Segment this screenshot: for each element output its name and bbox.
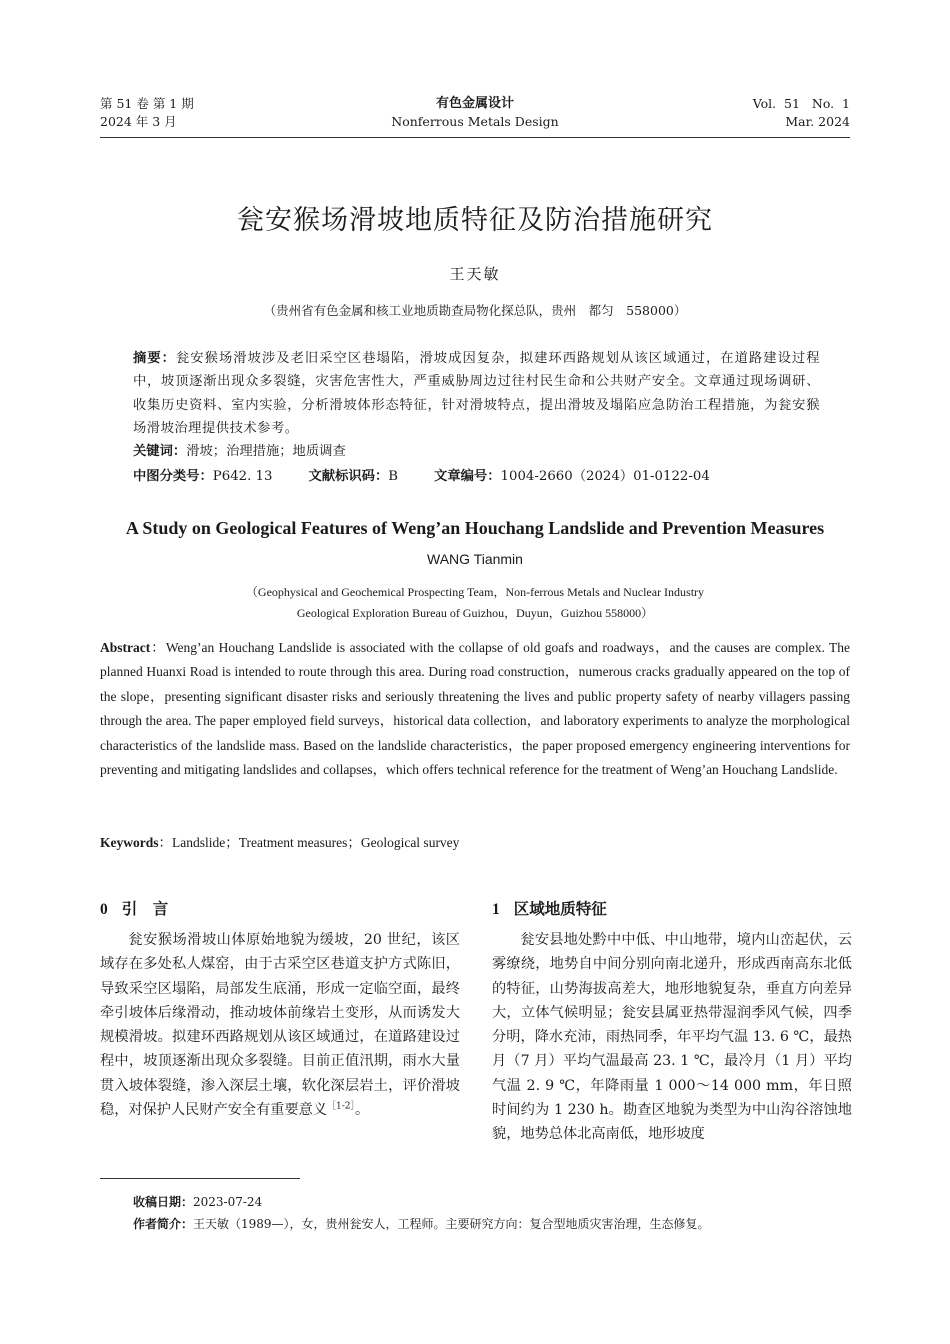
- keywords-en-sep: ：: [158, 835, 172, 850]
- abstract-cn-text: 瓮安猴场滑坡涉及老旧采空区巷塌陷，滑坡成因复杂，拟建环西路规划从该区域通过，在道路建设过程中，坡顶逐渐出现众多裂缝，灾害危害性大，严重威胁周边过往村民生命和公共财产安全。文章通过现场调研、收集历史资料、室内实验，分析滑坡体形态特征，针对滑坡特点，提出滑坡及塌陷应急防治工程措施，为瓮安猴场滑坡治理提供技术参考。: [133, 351, 821, 437]
- keywords-en-label: Keywords: [100, 835, 159, 850]
- section-0-paragraph: [100, 928, 460, 1122]
- keywords-cn-text: 滑坡；治理措施；地质调查: [186, 444, 346, 459]
- author-bio: [133, 1215, 710, 1232]
- keywords-cn: [133, 440, 346, 459]
- article-number-value: 1004-2660（2024）01-0122-04: [500, 469, 710, 484]
- publication-date-en: Mar. 2024: [785, 114, 850, 129]
- section-0-heading: [100, 897, 168, 919]
- journal-volume-info-en: [753, 95, 850, 131]
- keywords-en-text: Landslide；Treatment measures；Geological survey: [172, 835, 460, 850]
- section-0-text: 瓮安猴场滑坡山体原始地貌为缓坡，20 世纪，该区域存在多处私人煤窑，由于古采空区巷道支护方式陈旧，导致采空区塌陷，局部发生底涌，形成一定临空面，最终牵引坡体后缘滑动，推动坡体前缘岩土变形，从而诱发大规模滑坡。拟建环西路规划从该区域通过，在道路建设过程中，坡顶逐渐出现众多裂缝。目前正值汛期，雨水大量贯入坡体裂缝，渗入深层土壤，软化深层岩土，评价滑坡稳，对保护人民财产安全有重要意义: [100, 932, 460, 1119]
- section-0-number: 0: [100, 901, 108, 918]
- abstract-en-label: Abstract: [100, 640, 151, 655]
- doc-code-label: 文献标识码：: [308, 469, 389, 484]
- section-0-end: 。: [355, 1102, 370, 1119]
- paper-title-cn: 瓮安猴场滑坡地质特征及防治措施研究: [237, 205, 713, 236]
- abstract-cn-label: 摘要：: [133, 351, 176, 366]
- keywords-cn-label: 关键词：: [133, 444, 187, 459]
- clc-value: P642. 13: [212, 469, 273, 484]
- section-1-body: [492, 928, 852, 1147]
- citation-ref: ［1-2］: [327, 1101, 356, 1112]
- clc-label: 中图分类号：: [133, 469, 213, 484]
- affiliation-cn: （贵州省有色金属和核工业地质勘查局物化探总队，贵州 都匀 558000）: [263, 303, 687, 318]
- keywords-en: [100, 831, 459, 851]
- section-0-body: [100, 928, 460, 1122]
- journal-name-cn: 有色金属设计: [435, 96, 514, 111]
- classification-line: [133, 465, 833, 484]
- affiliation-en-line2: Geological Exploration Bureau of Guizhou，Duyun，Guizhou 558000）: [296, 606, 654, 620]
- author-cn: 王天敏: [449, 265, 501, 283]
- header-divider: [100, 137, 850, 138]
- section-1-paragraph: 瓮安县地处黔中中低、中山地带，境内山峦起伏，云雾缭绕，地势自中间分别向南北递升，形成西南高东北低的特征，山势海拔高差大，地形地貌复杂，垂直方向差异大，立体气候明显；瓮安县属亚热带湿润季风气候，四季分明，降水充沛，雨热同季，年平均气温 13. 6 ℃，最热月（7 月）平均气温最高 23. 1 ℃，最冷月（1 月）平均气温 2. 9 ℃，年降雨量 1 000～14 000 mm，年日照时间约为 1 230 h。勘查区地貌为类型为中山沟谷溶蚀地貌，地势总体北高南低，地形坡度: [492, 932, 852, 1143]
- received-date-label: 收稿日期：: [133, 1195, 194, 1209]
- abstract-en: [100, 636, 850, 782]
- paper-title-en: A Study on Geological Features of Weng’an Houchang Landslide and Prevention Measures: [125, 518, 825, 538]
- abstract-en-text: Weng’an Houchang Landslide is associated with the collapse of old goafs and roadways，and the causes are complex. The planned Huanxi Road is intended to route through this area. During road construction，numerous cracks gradually appeared on the top of the slope，presenting significant disaster risks and seriously threatening the lives and public property safety of nearby villagers passing through the area. The paper employed field surveys，historical data collection，and laboratory experiments to analyze the morphological characteristics of the landslide mass. Based on the landslide characteristics，the paper proposed emergency engineering interventions for preventing and mitigating landslides and collapses，which offers technical reference for the treatment of Weng’an Houchang Landslide.: [100, 640, 851, 778]
- volume-issue-en: Vol. 51 No. 1: [752, 96, 850, 111]
- footnote-divider: [100, 1178, 300, 1179]
- received-date-value: 2023-07-24: [193, 1195, 263, 1209]
- journal-name: [300, 95, 650, 131]
- author-bio-label: 作者简介：: [133, 1217, 194, 1231]
- section-0-title: 引 言: [121, 900, 169, 918]
- volume-issue: 第 51 卷 第 1 期: [100, 96, 194, 111]
- abstract-en-sep: ：: [150, 640, 166, 655]
- affiliation-en-line1: （Geophysical and Geochemical Prospecting Team，Non-ferrous Metals and Nuclear Industry: [245, 585, 705, 599]
- received-date: [133, 1193, 262, 1210]
- section-1-heading: [492, 897, 607, 919]
- abstract-cn: [133, 347, 820, 441]
- journal-name-en: Nonferrous Metals Design: [391, 114, 559, 129]
- journal-volume-info: [100, 95, 194, 131]
- section-1-number: 1: [492, 901, 500, 918]
- publication-date-cn: 2024 年 3 月: [100, 114, 177, 129]
- affiliation-en: [150, 582, 800, 624]
- author-en: WANG Tianmin: [427, 551, 523, 567]
- article-number-label: 文章编号：: [434, 469, 501, 484]
- section-1-title: 区域地质特征: [513, 900, 607, 918]
- author-bio-value: 王天敏（1989—），女，贵州瓮安人，工程师。主要研究方向：复合型地质灾害治理，生态修复。: [193, 1217, 710, 1231]
- doc-code-value: B: [388, 469, 399, 484]
